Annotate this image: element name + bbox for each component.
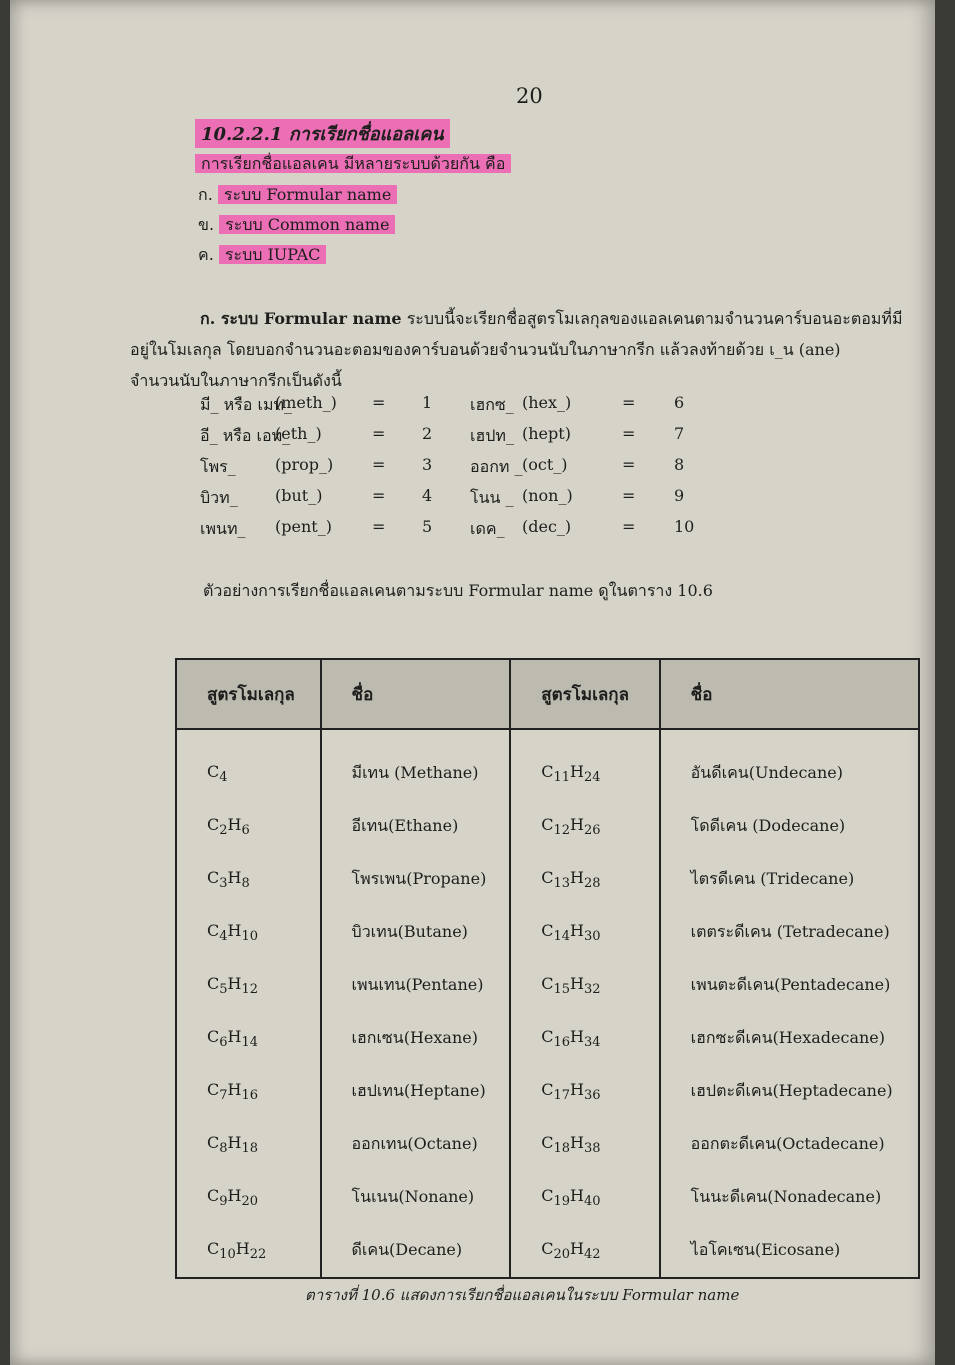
formula-h2: H (569, 1079, 584, 1099)
formula-cell (176, 906, 321, 959)
formula-cell (176, 1118, 321, 1171)
formula-h1: H (227, 1026, 242, 1046)
table-caption: ตารางที่ 10.6 แสดงการเรียกชื่อแอลเคนในระบบ Formular name (305, 1286, 740, 1304)
formula-n1: 6 (219, 1035, 228, 1051)
formula (207, 761, 228, 786)
formula (207, 920, 259, 945)
alkane-name: เฮกซะดีเคน(Hexadecane) (660, 1012, 919, 1065)
formula-cell (176, 729, 321, 800)
formula-h2: H (569, 1185, 584, 1205)
alkane-name: เพนเทน(Pentane) (321, 959, 511, 1012)
formula-c2: C (541, 814, 554, 834)
formula-n2: 11 (553, 770, 570, 786)
formula-c2: C (541, 1132, 554, 1152)
formula (541, 1026, 601, 1051)
formula-cell (176, 959, 321, 1012)
number-latin: (meth_) (275, 393, 337, 412)
formula-cell (176, 1012, 321, 1065)
formula-cell (510, 1224, 659, 1278)
alkane-name: ไตรดีเคน (Tridecane) (660, 853, 919, 906)
formula-cell (510, 1171, 659, 1224)
formula-c2: C (541, 1185, 554, 1205)
table-row (176, 729, 919, 800)
formula-c1: C (207, 1026, 220, 1046)
number-latin2: (hex_) (522, 393, 572, 412)
number-eq2: = (622, 393, 636, 412)
number-value: 1 (422, 393, 433, 412)
formula (541, 761, 601, 786)
formula (541, 867, 601, 892)
formula (541, 920, 601, 945)
number-thai: มี_ หรือ เมท_ (200, 395, 293, 414)
alkane-name: มีเทน (Methane) (321, 729, 511, 800)
table-row (176, 1171, 919, 1224)
formula (207, 1238, 267, 1263)
formula-n1: 4 (219, 929, 228, 945)
number-eq: = (372, 517, 386, 536)
formula-c2: C (541, 1238, 554, 1258)
alkane-name: เตตระดีเคน (Tetradecane) (660, 906, 919, 959)
number-value2: 10 (674, 517, 695, 536)
formula-c1: C (207, 1132, 220, 1152)
alkane-name: อันดีเคน(Undecane) (660, 729, 919, 800)
system-item-b (198, 213, 395, 238)
formula-n2: 16 (553, 1035, 570, 1051)
formula-h2: H (569, 867, 584, 887)
formula (541, 1238, 601, 1263)
formula-m1: 4 (219, 770, 228, 786)
table-row (176, 959, 919, 1012)
formula-m1: 10 (241, 929, 259, 945)
section-title: 10.2.2.1 การเรียกชื่อแอลเคน (195, 119, 450, 148)
system-item-a (198, 183, 397, 208)
number-value2: 8 (674, 455, 685, 474)
formula (541, 973, 601, 998)
number-eq: = (372, 455, 386, 474)
number-eq2: = (622, 424, 636, 443)
formula-m2: 26 (583, 823, 601, 839)
number-latin: (but_) (275, 486, 323, 505)
table-row (176, 1118, 919, 1171)
formula-m1: 18 (241, 1141, 259, 1157)
number-latin: (pent_) (275, 517, 332, 536)
number-latin2: (non_) (522, 486, 573, 505)
formula-n1: 7 (219, 1088, 228, 1104)
formula (207, 1026, 259, 1051)
formula-c1: C (207, 1185, 220, 1205)
formula-cell (510, 906, 659, 959)
formula-c1: C (207, 973, 220, 993)
formula-m1: 6 (241, 823, 250, 839)
number-eq: = (372, 486, 386, 505)
formula-n2: 12 (553, 823, 570, 839)
number-value: 5 (422, 517, 433, 536)
formula-c1: C (207, 1238, 220, 1258)
table-row (176, 800, 919, 853)
header-formula: สูตรโมเลกุล (176, 659, 321, 729)
formula-cell (510, 729, 659, 800)
number-eq: = (372, 424, 386, 443)
formula-m1: 8 (241, 876, 250, 892)
formula-h2: H (569, 1238, 584, 1258)
formula-h2: H (569, 814, 584, 834)
formula-c1: C (207, 867, 220, 887)
number-value2: 7 (674, 424, 685, 443)
table-header-row (176, 659, 919, 729)
alkane-name: เฮปตะดีเคน(Heptadecane) (660, 1065, 919, 1118)
formula (207, 973, 259, 998)
system-prefix: ค. (198, 245, 214, 264)
alkane-name: ออกเทน(Octane) (321, 1118, 511, 1171)
alkane-name: โนเนน(Nonane) (321, 1171, 511, 1224)
alkane-name: เพนตะดีเคน(Pentadecane) (660, 959, 919, 1012)
formula-n2: 19 (553, 1194, 570, 1210)
formula-m1: 14 (241, 1035, 259, 1051)
formula-h1: H (227, 814, 242, 834)
alkane-name: โพรเพน(Propane) (321, 853, 511, 906)
book-page (10, 0, 935, 1365)
alkane-name: อีเทน(Ethane) (321, 800, 511, 853)
intro-line (195, 152, 511, 177)
formula-m2: 24 (583, 770, 601, 786)
alkane-table (175, 658, 920, 1279)
formula-m1: 22 (249, 1247, 267, 1263)
formula-m2: 38 (583, 1141, 601, 1157)
header-name: ชื่อ (660, 659, 919, 729)
formula-c1: C (207, 1079, 220, 1099)
alkane-name: ไอโคเซน(Eicosane) (660, 1224, 919, 1278)
formula-cell (176, 800, 321, 853)
formula-m2: 28 (583, 876, 601, 892)
number-eq2: = (622, 455, 636, 474)
number-thai: อี_ หรือ เอท_ (200, 426, 291, 445)
formula (541, 1185, 601, 1210)
formula-h2: H (569, 1132, 584, 1152)
formula-cell (510, 800, 659, 853)
alkane-name: ดีเคน(Decane) (321, 1224, 511, 1278)
system-item-c (198, 243, 326, 268)
number-thai2: เดค_ (470, 519, 505, 538)
formula-m2: 32 (583, 982, 601, 998)
formula-m2: 36 (583, 1088, 601, 1104)
intro-text: การเรียกชื่อแอลเคน มีหลายระบบด้วยกัน คือ (195, 154, 511, 173)
table-row (176, 1012, 919, 1065)
formula-cell (510, 1065, 659, 1118)
formula-c2: C (541, 920, 554, 940)
formula-n2: 18 (553, 1141, 570, 1157)
formula-cell (510, 853, 659, 906)
formula-n2: 15 (553, 982, 570, 998)
formula-m2: 34 (583, 1035, 601, 1051)
alkane-name: เฮปเทน(Heptane) (321, 1065, 511, 1118)
formula-n2: 17 (553, 1088, 570, 1104)
formula (207, 1079, 259, 1104)
formula-c2: C (541, 1079, 554, 1099)
formula-h1: H (227, 1185, 242, 1205)
formula-c1: C (207, 814, 220, 834)
header-formula: สูตรโมเลกุล (510, 659, 659, 729)
system-label: ระบบ Common name (219, 215, 395, 234)
table-row (176, 1065, 919, 1118)
formula-h1: H (235, 1238, 250, 1258)
formula-m1: 16 (241, 1088, 259, 1104)
number-value: 3 (422, 455, 433, 474)
formula (541, 1132, 601, 1157)
formula (541, 1079, 601, 1104)
formula-h1: H (227, 973, 242, 993)
formula-n1: 5 (219, 982, 228, 998)
table-row (176, 1224, 919, 1278)
paragraph (130, 303, 915, 396)
formula-n1: 8 (219, 1141, 228, 1157)
formula-n1: 9 (219, 1194, 228, 1210)
formula-h1: H (227, 1079, 242, 1099)
system-label: ระบบ Formular name (218, 185, 397, 204)
number-latin: (eth_) (275, 424, 322, 443)
formula-h2: H (569, 920, 584, 940)
alkane-name: ออกตะดีเคน(Octadecane) (660, 1118, 919, 1171)
number-thai: บิวท_ (200, 488, 238, 507)
header-name: ชื่อ (321, 659, 511, 729)
number-thai2: เฮปท_ (470, 426, 514, 445)
formula (207, 814, 250, 839)
number-latin2: (dec_) (522, 517, 572, 536)
formula-m1: 12 (241, 982, 259, 998)
number-thai: โพร_ (200, 457, 236, 476)
number-value: 4 (422, 486, 433, 505)
formula-n1: 2 (219, 823, 228, 839)
number-thai2: ออกท _ (470, 457, 523, 476)
formula-cell (510, 1118, 659, 1171)
formula-h1: H (227, 920, 242, 940)
number-thai2: โนน _ (470, 488, 514, 507)
system-prefix: ข. (198, 215, 215, 234)
formula-m2: 42 (583, 1247, 601, 1263)
formula-h2: H (569, 1026, 584, 1046)
formula (207, 1185, 259, 1210)
number-thai2: เฮกซ_ (470, 395, 514, 414)
page-number: 20 (516, 84, 543, 108)
number-latin2: (oct_) (522, 455, 568, 474)
formula-cell (176, 1065, 321, 1118)
formula (541, 814, 601, 839)
number-thai: เพนท_ (200, 519, 246, 538)
formula (207, 867, 250, 892)
formula-c2: C (541, 867, 554, 887)
table-row (176, 853, 919, 906)
formula-h2: H (569, 973, 584, 993)
formula-cell (510, 1012, 659, 1065)
formula-m1: 20 (241, 1194, 259, 1210)
table-row (176, 906, 919, 959)
formula-cell (176, 1224, 321, 1278)
formula-h1: H (227, 867, 242, 887)
formula-c2: C (541, 1026, 554, 1046)
number-value2: 6 (674, 393, 685, 412)
alkane-name: บิวเทน(Butane) (321, 906, 511, 959)
formula-n1: 10 (219, 1247, 236, 1263)
formula-c1: C (207, 920, 220, 940)
alkane-name: เฮกเซน(Hexane) (321, 1012, 511, 1065)
formula-cell (510, 959, 659, 1012)
formula-n2: 13 (553, 876, 570, 892)
formula-c1: C (207, 761, 220, 781)
alkane-name: โดดีเคน (Dodecane) (660, 800, 919, 853)
formula-m2: 30 (583, 929, 601, 945)
paragraph-title: ก. ระบบ Formular name (200, 309, 402, 328)
formula-h2: H (569, 761, 584, 781)
number-latin2: (hept) (522, 424, 571, 443)
number-value: 2 (422, 424, 433, 443)
alkane-name: โนนะดีเคน(Nonadecane) (660, 1171, 919, 1224)
formula-cell (176, 853, 321, 906)
system-label: ระบบ IUPAC (219, 245, 326, 264)
formula-n1: 3 (219, 876, 228, 892)
formula (207, 1132, 259, 1157)
number-eq2: = (622, 517, 636, 536)
formula-c2: C (541, 973, 554, 993)
number-latin: (prop_) (275, 455, 334, 474)
number-eq2: = (622, 486, 636, 505)
formula-c2: C (541, 761, 554, 781)
paragraph-body: ระบบนี้จะเรียกชื่อสูตรโมเลกุลของแอลเคนตามจำนวนคาร์บอนอะตอมที่มีอยู่ในโมเลกุล โดยบอกจำนวนอะตอมของคาร์บอนด้วยจำนวนนับในภาษากรีก แล้วลงท้ายด้วย เ_น (ane) จำนวนนับในภาษากรีกเป็นดังนี้ (130, 309, 903, 390)
formula-n2: 20 (553, 1247, 570, 1263)
number-eq: = (372, 393, 386, 412)
formula-n2: 14 (553, 929, 570, 945)
number-value2: 9 (674, 486, 685, 505)
formula-cell (176, 1171, 321, 1224)
formula-m2: 40 (583, 1194, 601, 1210)
formula-h1: H (227, 1132, 242, 1152)
example-text: ตัวอย่างการเรียกชื่อแอลเคนตามระบบ Formular name ดูในตาราง 10.6 (203, 581, 713, 600)
system-prefix: ก. (198, 185, 213, 204)
